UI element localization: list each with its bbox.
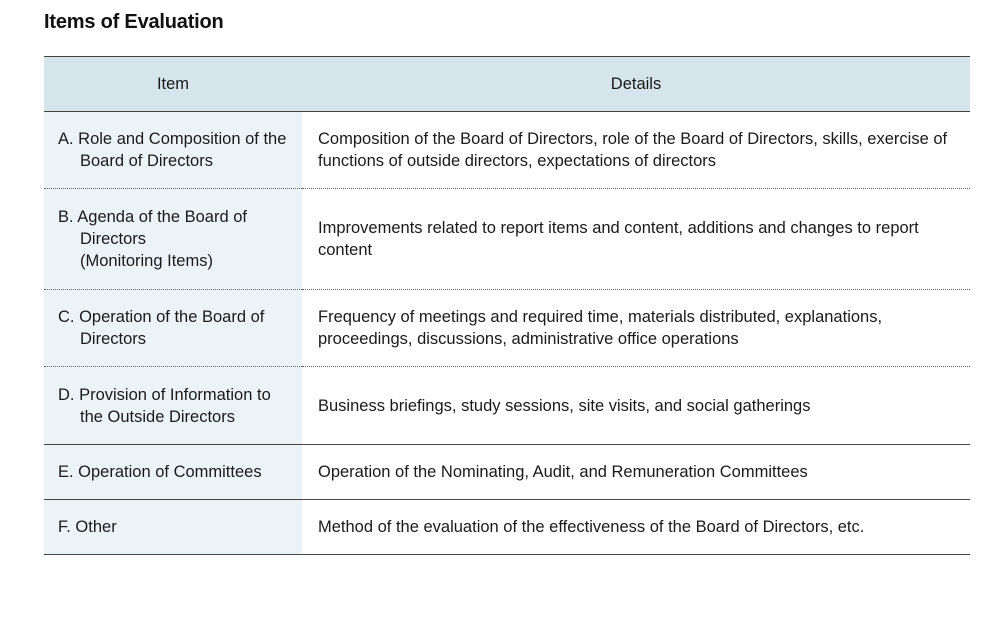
item-sublabel: (Monitoring Items) (80, 252, 213, 270)
item-cell (44, 367, 302, 445)
details-cell: Improvements related to report items and content, additions and changes to report content (302, 189, 970, 290)
table-header (44, 57, 970, 112)
header-row (44, 57, 970, 112)
column-header-item: Item (44, 57, 302, 112)
details-cell: Frequency of meetings and required time, materials distributed, explanations, proceedings, discussions, administrative office operations (302, 290, 970, 367)
page-title: Items of Evaluation (44, 11, 224, 33)
table-row (44, 189, 970, 290)
table-row (44, 500, 970, 555)
table-row (44, 290, 970, 367)
item-label: A. Role and Composition of the Board of Directors (58, 130, 287, 170)
item-label: B. Agenda of the Board of Directors (58, 208, 247, 248)
details-cell: Method of the evaluation of the effectiveness of the Board of Directors, etc. (302, 500, 970, 555)
item-cell (44, 445, 302, 500)
item-label: F. Other (58, 518, 117, 536)
item-label: C. Operation of the Board of Directors (58, 308, 265, 348)
column-header-details: Details (302, 57, 970, 112)
details-cell: Operation of the Nominating, Audit, and Remuneration Committees (302, 445, 970, 500)
evaluation-items-table (44, 56, 970, 555)
item-cell (44, 500, 302, 555)
details-cell: Business briefings, study sessions, site visits, and social gatherings (302, 367, 970, 445)
table-row (44, 112, 970, 189)
item-cell (44, 112, 302, 189)
item-label: D. Provision of Information to the Outside Directors (58, 385, 271, 426)
table-row (44, 367, 970, 445)
item-cell (44, 290, 302, 367)
item-cell (44, 189, 302, 290)
details-cell: Composition of the Board of Directors, role of the Board of Directors, skills, exercise of functions of outside directors, expectations of directors (302, 112, 970, 189)
table-row (44, 445, 970, 500)
item-label: E. Operation of Committees (58, 463, 262, 481)
